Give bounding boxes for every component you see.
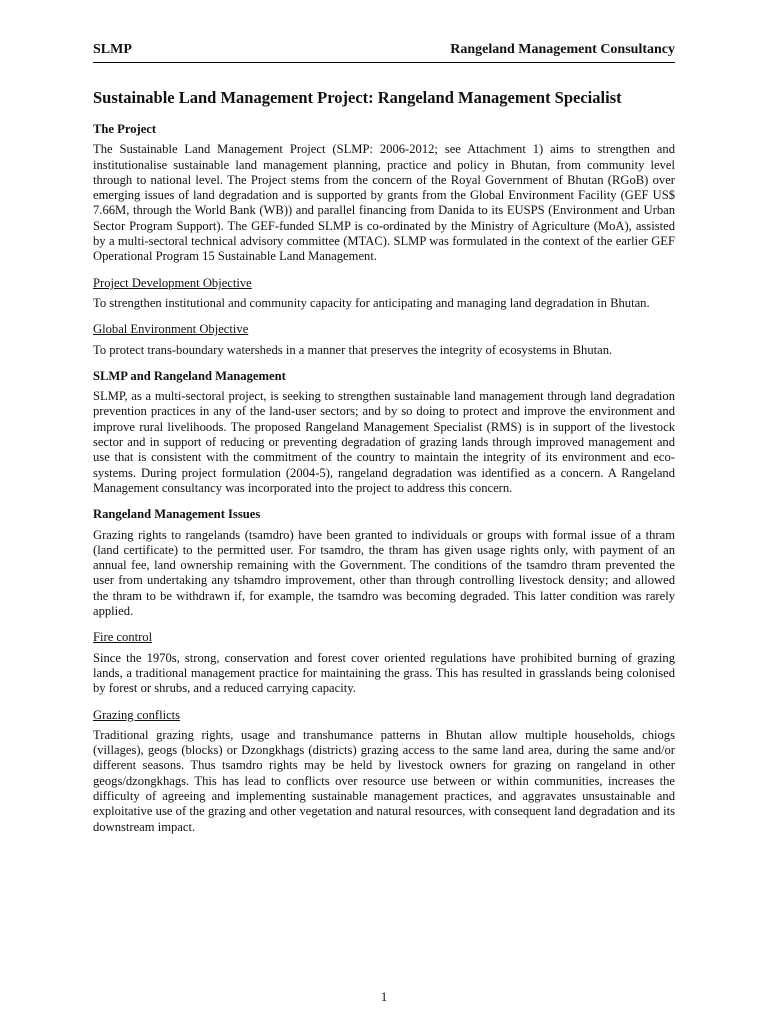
heading-the-project: The Project xyxy=(93,122,157,136)
heading-project-development-objective: Project Development Objective xyxy=(93,275,252,290)
paragraph-rangeland-management-issues: Grazing rights to rangelands (tsamdro) have been granted to individuals or groups with formal issue of a thram (land certificate) to the permitted user. For tsamdro, the thram has given usage rights only, with payment of an annual fee, land ownership remaining with the Government. The conditions of the tsamdro thram prevented the user from undertaking any tshamdro improvement, other than through controlling livestock density; and allowed the thram to be withdrawn if, for example, the tsamdro was becoming degraded. This latter condition was rarely applied. xyxy=(93,527,675,619)
paragraph-the-project: The Sustainable Land Management Project (SLMP: 2006-2012; see Attachment 1) aims to strengthen and institutionalise sustainable land management planning, practice and policy in Bhutan, from community level through to national level. The Project stems from the concern of the Royal Government of Bhutan (RGoB) over emerging issues of land degradation and is supported by grants from the Global Environment Facility (GEF US$ 7.66M, through the World Bank (WB)) and parallel financing from Danida to its EUSPS (Environment and Urban Sector Program Support). The GEF-funded SLMP is co-ordinated by the Ministry of Agriculture (MoA), assisted by a multi-sectoral technical advisory committee (MTAC). SLMP was formulated in the context of the earlier GEF Operational Program 15 Sustainable Land Management. xyxy=(93,142,675,264)
heading-global-environment-objective: Global Environment Objective xyxy=(93,322,249,337)
header-left: SLMP xyxy=(93,42,132,57)
header-right: Rangeland Management Consultancy xyxy=(450,42,675,57)
paragraph-fire-control: Since the 1970s, strong, conservation and forest cover oriented regulations have prohibited burning of grazing lands, a traditional management practice for maintaining the grass. This has resulted in grasslands being colonised by forest or shrubs, and a reduced carrying capacity. xyxy=(93,650,675,696)
paragraph-project-development-objective: To strengthen institutional and community capacity for anticipating and managing land degradation in Bhutan. xyxy=(93,295,650,310)
heading-grazing-conflicts: Grazing conflicts xyxy=(93,707,181,722)
paragraph-slmp-rangeland-management: SLMP, as a multi-sectoral project, is seeking to strengthen sustainable land management through land degradation prevention practices in any of the land-user sectors; and by so doing to protect and improve the environment and improve rural livelihoods. The proposed Rangeland Management Specialist (RMS) is in support of the livestock sector and in support of reducing or preventing degradation of grazing lands through improved management and use that is consistent with the commitment of the country to maintain the integrity of its environment and eco-systems. During project formulation (2004-5), rangeland degradation was identified as a concern. A Rangeland Management consultancy was incorporated into the project to address this concern. xyxy=(93,389,675,495)
paragraph-global-environment-objective: To protect trans-boundary watersheds in a manner that preserves the integrity of ecosystems in Bhutan. xyxy=(93,342,613,357)
heading-fire-control: Fire control xyxy=(93,630,153,645)
document-body xyxy=(93,88,675,846)
page-header xyxy=(93,41,675,63)
page-number: 1 xyxy=(380,990,388,1004)
document-title: Sustainable Land Management Project: Rangeland Management Specialist xyxy=(93,88,622,107)
heading-slmp-rangeland-management: SLMP and Rangeland Management xyxy=(93,368,286,383)
heading-rangeland-management-issues: Rangeland Management Issues xyxy=(93,507,261,522)
paragraph-grazing-conflicts: Traditional grazing rights, usage and transhumance patterns in Bhutan allow multiple households, chiogs (villages), geogs (blocks) or Dzongkhags (districts) grazing access to the same land area, during the same and/or different seasons. Thus tsamdro rights may be held by livestock owners for grazing on rangeland in other geogs/dzongkhags. This has lead to conflicts over resource use between or within communities, increases the difficulty of agreeing and implementing sustainable management practices, and aggravates unsustainable and exploitative use of the grazing and other vegetation and natural resources, with consequent land degradation and its downstream impact. xyxy=(93,727,675,834)
